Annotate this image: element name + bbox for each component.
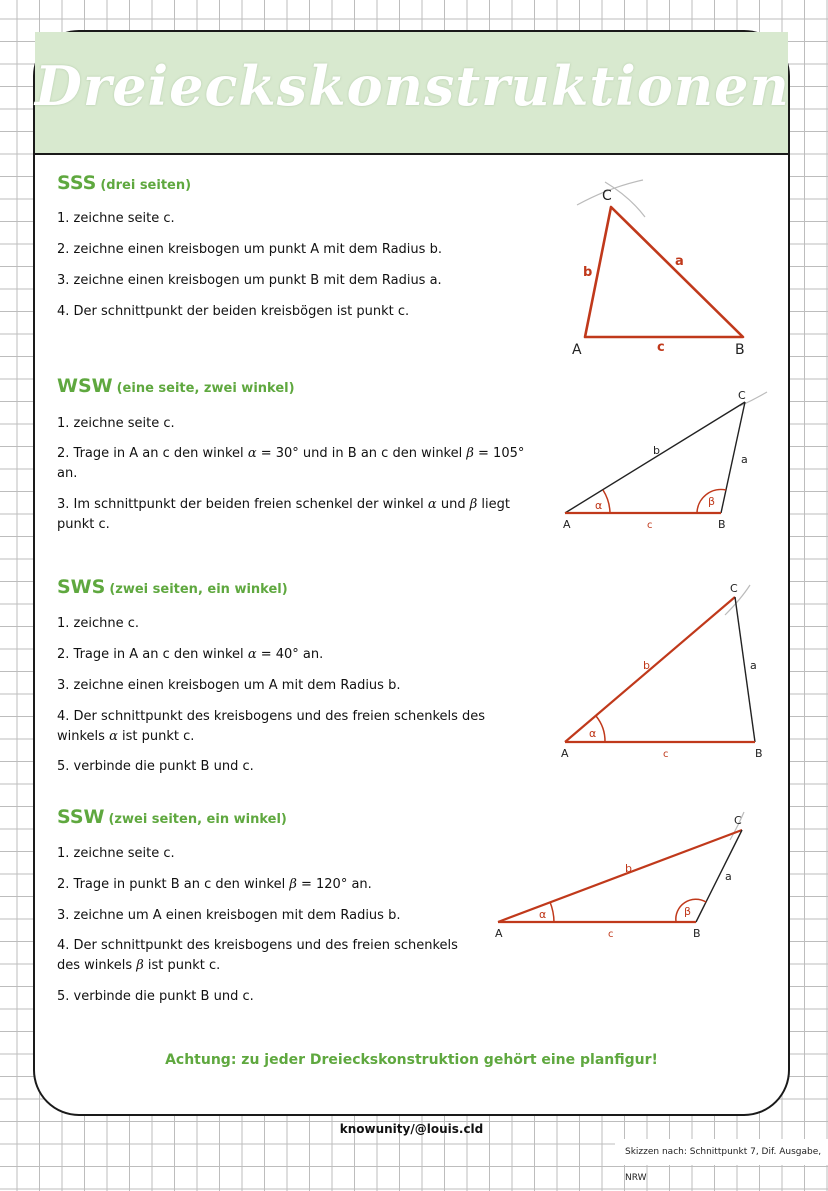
- sws-label-A: A: [561, 747, 569, 760]
- wsw-label-beta: β: [708, 495, 716, 508]
- wsw-step-2-beta: β: [466, 446, 474, 461]
- sws-label-alpha: α: [589, 727, 597, 740]
- wsw-step-2-part-2: = 30° und in B an c den winkel: [260, 446, 463, 461]
- sss-step-4: 4. Der schnittpunkt der beiden kreisbögen ist punkt c.: [57, 304, 410, 319]
- sws-step-5: 5. verbinde die punkt B und c.: [57, 759, 254, 774]
- wsw-figure: [555, 382, 775, 537]
- sws-step-4-alpha: α: [109, 729, 118, 744]
- wsw-step-3-alpha: α: [427, 497, 437, 512]
- sws-heading-text: SWS: [57, 576, 106, 598]
- sws-label-a: a: [750, 659, 757, 672]
- sss-step-3: 3. zeichne einen kreisbogen um punkt B mit dem Radius a.: [57, 273, 442, 288]
- ssw-label-A: A: [495, 927, 503, 940]
- sws-figure: [555, 577, 770, 760]
- page-title: Dreieckskonstruktionen: [35, 54, 790, 118]
- wsw-step-2-part-3: = 105° an.: [57, 446, 525, 481]
- sss-triangle: [585, 207, 743, 337]
- sws-step-2-part-2: = 40° an.: [260, 647, 324, 662]
- image-credit: Skizzen nach: Schnittpunkt 7, Dif. Ausgabe, NRW: [615, 1139, 828, 1165]
- wsw-subheading: (eine seite, zwei winkel): [116, 381, 295, 396]
- sws-step-4-part-1: 4. Der schnittpunkt des kreisbogens und des freien schenkels des winkels: [57, 709, 486, 744]
- ssw-step-4-beta: β: [136, 958, 144, 973]
- wsw-step-2: [57, 444, 537, 484]
- sss-label-c: c: [657, 340, 665, 355]
- sws-label-C: C: [730, 582, 738, 595]
- ssw-heading: [57, 806, 287, 828]
- wsw-step-3-part-3: liegt punkt c.: [57, 497, 510, 532]
- sss-label-C: C: [602, 188, 612, 204]
- sws-step-2: [57, 645, 323, 665]
- sss-heading-text: SSS: [57, 172, 97, 194]
- author-handle: knowunity/@louis.cld: [339, 1122, 484, 1136]
- ssw-angle-alpha: [550, 902, 554, 922]
- wsw-step-3: [57, 495, 537, 535]
- sws-step-4: [57, 707, 537, 747]
- wsw-label-B: B: [718, 518, 726, 531]
- sss-label-A: A: [572, 342, 582, 358]
- sws-step-4-part-2: ist punkt c.: [122, 729, 195, 744]
- ssw-label-a: a: [725, 870, 732, 883]
- sss-heading: [57, 172, 191, 194]
- wsw-step-1: 1. zeichne seite c.: [57, 416, 175, 431]
- wsw-label-C: C: [738, 389, 746, 402]
- wsw-angle-alpha: [603, 490, 610, 513]
- worksheet-card: [33, 30, 790, 1136]
- sss-label-a: a: [675, 254, 684, 269]
- ssw-heading-text: SSW: [57, 806, 105, 828]
- sws-step-2-alpha: α: [247, 647, 257, 662]
- wsw-step-3-beta: β: [469, 497, 478, 512]
- ssw-figure: [490, 802, 760, 947]
- ssw-label-B: B: [693, 927, 701, 940]
- ssw-label-b: b: [625, 862, 632, 875]
- ssw-step-2-part-2: = 120° an.: [300, 877, 372, 892]
- sws-side-b: [565, 597, 735, 742]
- sws-step-3: 3. zeichne einen kreisbogen um A mit dem Radius b.: [57, 678, 401, 693]
- sws-step-2-part-1: 2. Trage in A an c den winkel: [57, 647, 244, 662]
- ssw-label-C: C: [734, 814, 742, 827]
- wsw-label-A: A: [563, 518, 571, 531]
- wsw-step-3-part-2: und: [440, 497, 466, 512]
- wsw-step-3-part-1: 3. Im schnittpunkt der beiden freien schenkel der winkel: [57, 497, 424, 512]
- ssw-label-beta: β: [684, 905, 692, 918]
- sss-label-b: b: [583, 265, 593, 280]
- ssw-label-alpha: α: [539, 908, 547, 921]
- wsw-heading: [57, 375, 295, 397]
- ssw-step-4-part-1: 4. Der schnittpunkt des kreisbogens und des freien schenkels des winkels: [57, 938, 458, 973]
- wsw-side-b: [565, 402, 745, 513]
- wsw-step-2-part-1: 2. Trage in A an c den winkel: [57, 446, 244, 461]
- wsw-heading-text: WSW: [57, 375, 113, 397]
- ssw-side-b: [498, 830, 742, 922]
- ssw-step-4: [57, 936, 477, 976]
- sss-figure: [565, 177, 765, 362]
- ssw-label-c: c: [608, 929, 614, 940]
- ssw-step-3: 3. zeichne um A einen kreisbogen mit dem Radius b.: [57, 908, 401, 923]
- ssw-subheading: (zwei seiten, ein winkel): [108, 812, 287, 827]
- wsw-label-a: a: [741, 453, 748, 466]
- ssw-step-2-beta: β: [289, 877, 297, 892]
- sss-label-B: B: [735, 342, 745, 358]
- wsw-label-b: b: [653, 444, 660, 457]
- wsw-step-2-alpha: α: [247, 446, 257, 461]
- wsw-label-c: c: [647, 520, 653, 531]
- sws-angle-alpha: [596, 716, 605, 742]
- header-banner: [35, 32, 788, 155]
- wsw-label-alpha: α: [595, 499, 603, 512]
- sss-subheading: (drei seiten): [100, 178, 192, 193]
- ssw-step-4-part-2: ist punkt c.: [147, 958, 221, 973]
- sws-label-b: b: [643, 659, 650, 672]
- sws-label-c: c: [663, 749, 669, 760]
- ssw-step-2: [57, 875, 372, 895]
- ssw-step-2-part-1: 2. Trage in punkt B an c den winkel: [57, 877, 286, 892]
- sws-subheading: (zwei seiten, ein winkel): [109, 582, 288, 597]
- sws-label-B: B: [755, 747, 763, 760]
- sws-step-1: 1. zeichne c.: [57, 616, 140, 631]
- sss-step-1: 1. zeichne seite c.: [57, 211, 175, 226]
- sws-heading: [57, 576, 288, 598]
- ssw-step-5: 5. verbinde die punkt B und c.: [57, 989, 254, 1004]
- sss-step-2: 2. zeichne einen kreisbogen um punkt A mit dem Radius b.: [57, 242, 442, 257]
- ssw-step-1: 1. zeichne seite c.: [57, 846, 175, 861]
- attention-note: Achtung: zu jeder Dreieckskonstruktion gehört eine planfigur!: [165, 1052, 658, 1068]
